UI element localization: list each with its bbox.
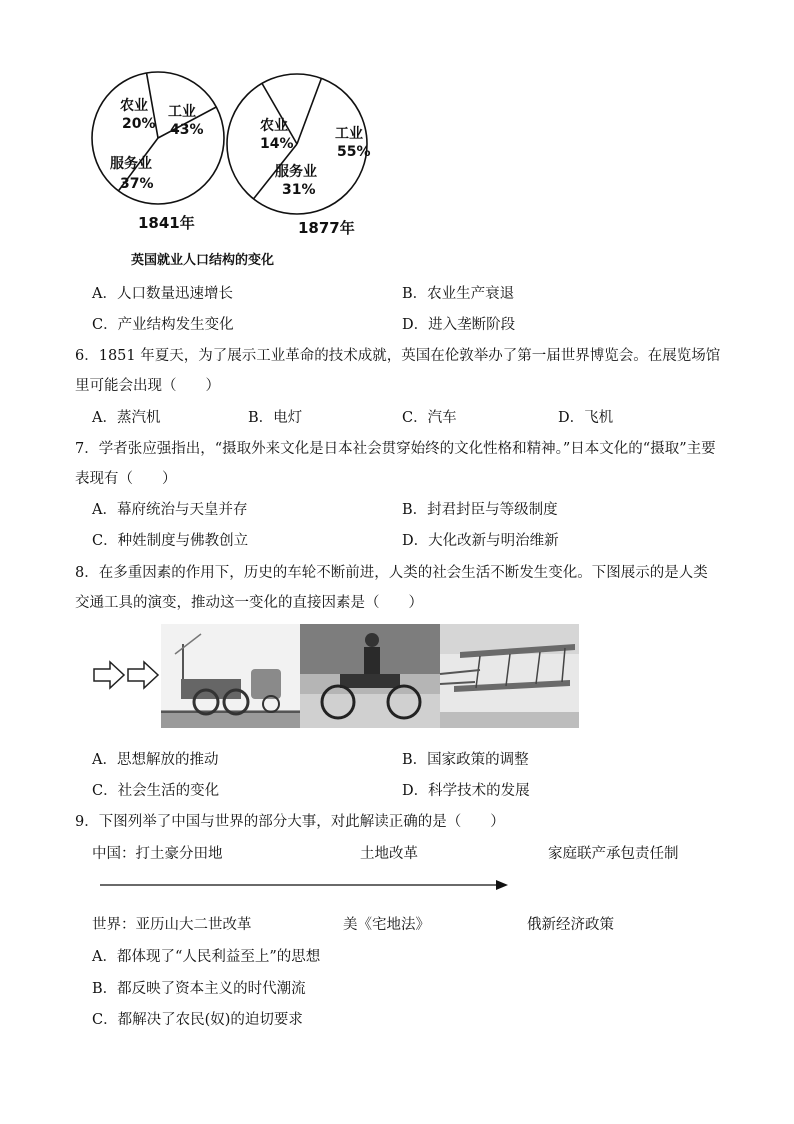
pie2-value-agri: 14% bbox=[260, 136, 294, 152]
pie-charts bbox=[90, 78, 371, 248]
biplane-photo bbox=[440, 624, 579, 728]
q8-option-d[interactable]: D．科学技术的发展 bbox=[402, 783, 530, 799]
q9-option-c[interactable]: C．都解决了农民(奴)的迫切要求 bbox=[92, 1012, 303, 1028]
q5-option-a[interactable]: A．人口数量迅速增长 bbox=[92, 286, 233, 302]
pie1-value-agri: 20% bbox=[122, 116, 156, 132]
q7-option-b[interactable]: B．封君封臣与等级制度 bbox=[402, 502, 558, 518]
q6-option-a[interactable]: A．蒸汽机 bbox=[92, 410, 161, 426]
early-automobile-photo bbox=[300, 624, 440, 728]
pie2-label-agri: 农业 bbox=[260, 118, 288, 134]
pie1-label-agri: 农业 bbox=[120, 98, 148, 114]
q7-option-a[interactable]: A．幕府统治与天皇并存 bbox=[92, 502, 248, 518]
q8-option-b[interactable]: B．国家政策的调整 bbox=[402, 752, 529, 768]
pie2-value-service: 31% bbox=[282, 182, 316, 198]
pie1-year: 1841年 bbox=[138, 214, 195, 232]
q6-option-b[interactable]: B．电灯 bbox=[248, 410, 303, 426]
pie1-value-industry: 43% bbox=[170, 122, 204, 138]
q5-option-d[interactable]: D．进入垄断阶段 bbox=[402, 317, 516, 333]
q9-option-b[interactable]: B．都反映了资本主义的时代潮流 bbox=[92, 981, 306, 997]
steam-locomotive-photo bbox=[161, 624, 300, 728]
q9-world-event-2: 美《宅地法》 bbox=[343, 917, 430, 933]
q8-stem-line2: 交通工具的演变，推动这一变化的直接因素是（ ） bbox=[75, 595, 423, 611]
pie2-value-industry: 55% bbox=[337, 144, 371, 160]
q6-stem-line1: 6．1851 年夏天，为了展示工业革命的技术成就，英国在伦敦举办了第一届世界博览会。在展览场馆 bbox=[75, 348, 721, 364]
q8-option-c[interactable]: C．社会生活的变化 bbox=[92, 783, 220, 799]
q9-option-a[interactable]: A．都体现了“人民利益至上”的思想 bbox=[92, 949, 321, 965]
q8-option-a[interactable]: A．思想解放的推动 bbox=[92, 752, 219, 768]
q9-world-event-3: 俄新经济政策 bbox=[527, 917, 614, 933]
pie1-value-service: 37% bbox=[120, 176, 154, 192]
figure-caption: 英国就业人口结构的变化 bbox=[131, 253, 275, 268]
q7-stem-line1: 7．学者张应强指出，“摄取外来文化是日本社会贯穿始终的文化性格和精神。”日本文化的“摄取”主要 bbox=[75, 441, 716, 457]
q6-stem-line2: 里可能会出现（ ） bbox=[75, 378, 220, 394]
q9-world-event-1: 世界：亚历山大二世改革 bbox=[92, 917, 252, 933]
pie-chart-1841 bbox=[92, 72, 224, 204]
double-arrow-icon bbox=[92, 660, 162, 690]
q6-option-d[interactable]: D．飞机 bbox=[558, 410, 614, 426]
q9-stem: 9．下图列举了中国与世界的部分大事，对此解读正确的是（ ） bbox=[75, 814, 505, 830]
q7-option-c[interactable]: C．种姓制度与佛教创立 bbox=[92, 533, 249, 549]
timeline-arrow bbox=[100, 878, 510, 892]
pie2-label-service: 服务业 bbox=[275, 164, 317, 180]
q9-china-event-2: 土地改革 bbox=[360, 846, 418, 862]
q9-china-event-3: 家庭联产承包责任制 bbox=[548, 846, 679, 862]
q7-stem-line2: 表现有（ ） bbox=[75, 471, 177, 487]
q5-option-c[interactable]: C．产业结构发生变化 bbox=[92, 317, 234, 333]
q7-option-d[interactable]: D．大化改新与明治维新 bbox=[402, 533, 559, 549]
pie1-label-industry: 工业 bbox=[168, 104, 196, 120]
q5-option-b[interactable]: B．农业生产衰退 bbox=[402, 286, 515, 302]
q6-option-c[interactable]: C．汽车 bbox=[402, 410, 457, 426]
pie1-label-service: 服务业 bbox=[110, 156, 152, 172]
pie2-year: 1877年 bbox=[298, 219, 355, 237]
q8-stem-line1: 8．在多重因素的作用下，历史的车轮不断前进，人类的社会生活不断发生变化。下图展示的是人类 bbox=[75, 565, 708, 581]
q9-china-event-1: 中国：打土豪分田地 bbox=[92, 846, 223, 862]
pie2-label-industry: 工业 bbox=[335, 126, 363, 142]
